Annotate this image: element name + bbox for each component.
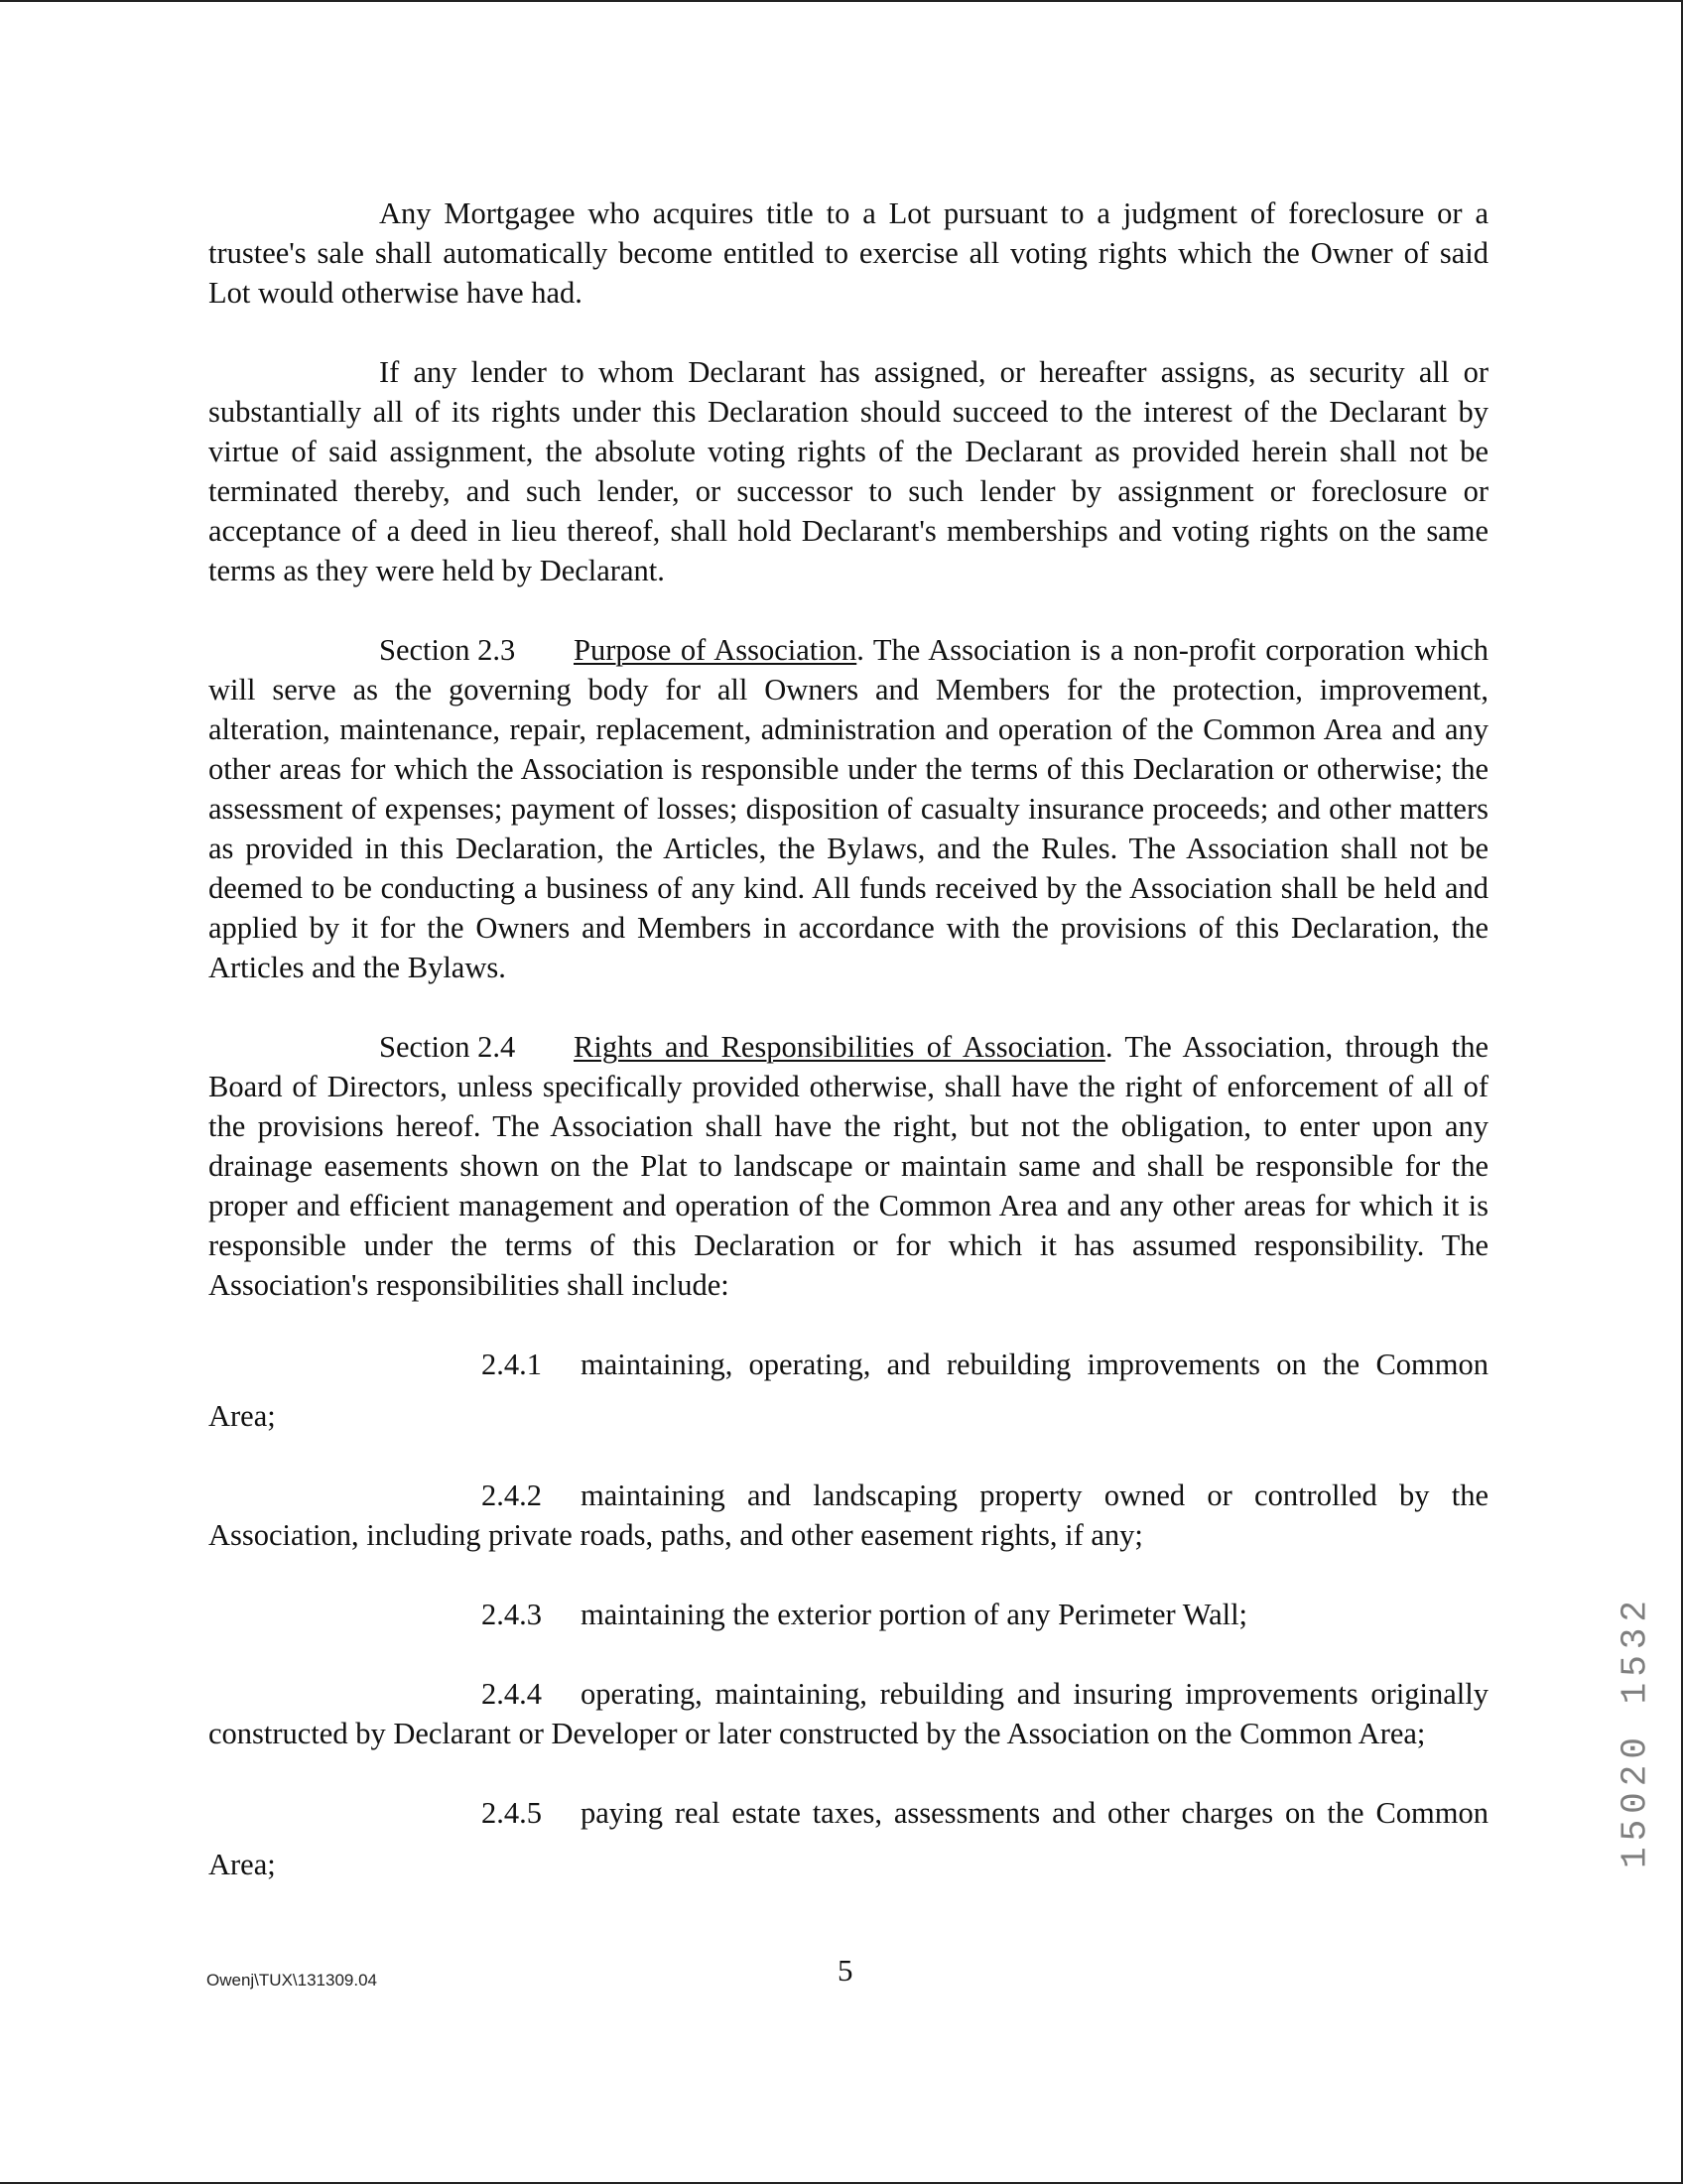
subsection-text: paying real estate taxes, assessments and other charges on the Common [581, 1796, 1489, 1830]
paragraph-mortgagee: Any Mortgagee who acquires title to a Lot pursuant to a judgment of foreclosure or a trustee's sale shall automatically become entitled to exercise all voting rights which the Owner of said Lot would otherwise have had. [208, 196, 1489, 310]
subsection-2-4-4 [208, 1674, 1489, 1753]
section-number: Section 2.4 [379, 1030, 516, 1064]
subsection-number: 2.4.2 [481, 1478, 542, 1512]
section-number: Section 2.3 [379, 633, 516, 667]
subsection-text: maintaining the exterior portion of any Perimeter Wall; [581, 1598, 1248, 1631]
section-2-4 [208, 1027, 1489, 1305]
page-number: 5 [838, 1953, 853, 1988]
subsection-number: 2.4.5 [481, 1796, 542, 1830]
subsection-number: 2.4.3 [481, 1598, 542, 1631]
section-body: . The Association, through the Board of Directors, unless specifically provided otherwise, shall have the right of enforcement of all of the provisions hereof. The Association shall have the right, but not the obligation, to enter upon any drainage easements shown on the Plat to landscape or maintain same and shall be responsible for the proper and efficient management and operation of the Common Area and any other areas for which it is responsible under the terms of this Declaration or for which it has assumed responsibility. The Association's responsibilities shall include: [208, 1030, 1489, 1302]
recording-stamp [1616, 1568, 1655, 1895]
paragraph-lender: If any lender to whom Declarant has assigned, or hereafter assigns, as security all or substantially all of its rights under this Declaration should succeed to the interest of the Declarant by virtue of said assignment, the absolute voting rights of the Declarant as provided herein shall not be terminated thereby, and such lender, or successor to such lender by assignment or foreclosure or acceptance of a deed in lieu thereof, shall hold Declarant's memberships and voting rights on the same terms as they were held by Declarant. [208, 355, 1489, 587]
subsection-text: operating, maintaining, rebuilding and insuring improvements originally constructed by Declarant or Developer or later constructed by the Association on the Common Area; [208, 1677, 1489, 1750]
subsection-text: maintaining and landscaping property owned or controlled by the Association, including private roads, paths, and other easement rights, if any; [208, 1478, 1489, 1552]
subsection-2-4-1 [208, 1345, 1489, 1436]
section-title: Rights and Responsibilities of Association [574, 1030, 1105, 1064]
subsection-2-4-2 [208, 1476, 1489, 1555]
subsection-2-4-5 [208, 1793, 1489, 1884]
subsection-2-4-3 [208, 1595, 1489, 1634]
footer-file-id: Owenj\TUX\131309.04 [206, 1971, 377, 1990]
subsection-number: 2.4.1 [481, 1348, 542, 1381]
subsection-number: 2.4.4 [481, 1677, 542, 1711]
section-body: . The Association is a non-profit corporation which will serve as the governing body for all Owners and Members for the protection, improvement, alteration, maintenance, repair, replacement, administration and operation of the Common Area and any other areas for which the Association is responsible under the terms of this Declaration or otherwise; the assessment of expenses; payment of losses; disposition of casualty insurance proceeds; and other matters as provided in this Declaration, the Articles, the Bylaws, and the Rules. The Association shall not be deemed to be conducting a business of any kind. All funds received by the Association shall be held and applied by it for the Owners and Members in accordance with the provisions of this Declaration, the Articles and the Bylaws. [208, 633, 1489, 984]
subsection-continuation: Area; [208, 1399, 276, 1433]
subsection-continuation: Area; [208, 1848, 276, 1881]
section-2-3 [208, 630, 1489, 987]
subsection-text: maintaining, operating, and rebuilding improvements on the Common [581, 1348, 1489, 1381]
document-body [208, 193, 1489, 1924]
stamp-text: 15020 1532 [1615, 1594, 1656, 1869]
section-title: Purpose of Association [574, 633, 857, 667]
